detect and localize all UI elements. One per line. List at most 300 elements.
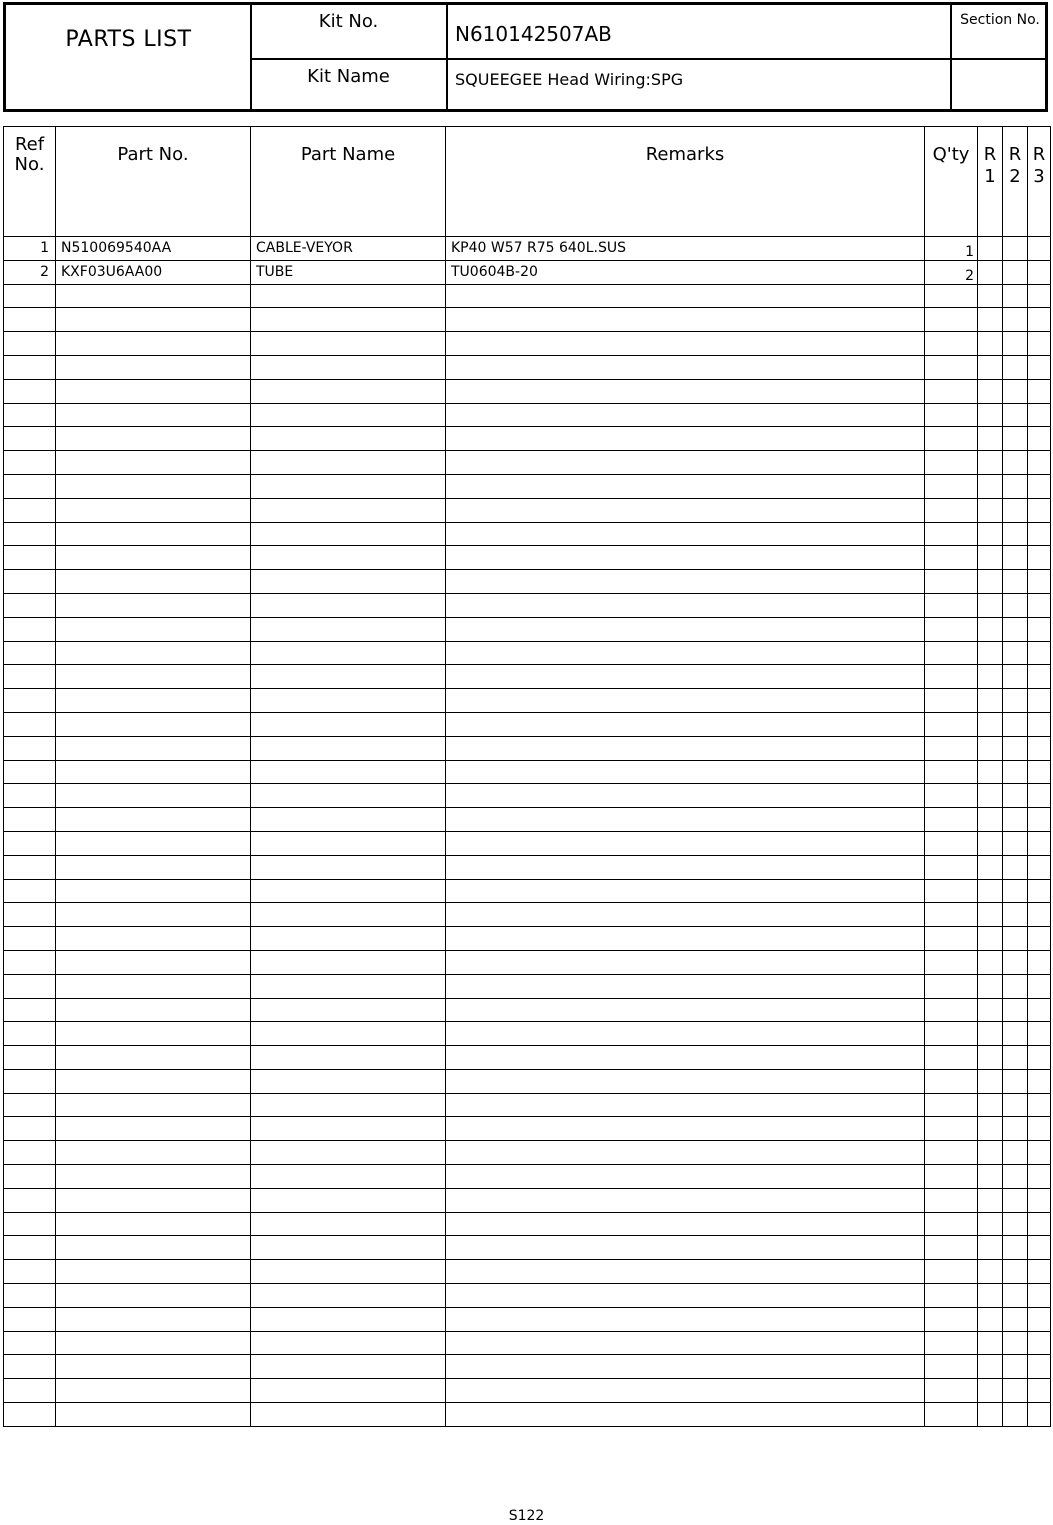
cell-r1 — [978, 237, 1003, 261]
table-row — [4, 451, 1051, 475]
cell-ref-no — [4, 1069, 56, 1093]
cell-qty — [925, 1069, 978, 1093]
cell-ref-no — [4, 474, 56, 498]
cell-qty — [925, 570, 978, 594]
cell-ref-no — [4, 451, 56, 475]
cell-ref-no — [4, 665, 56, 689]
cell-remarks — [446, 1236, 925, 1260]
cell-remarks — [446, 1022, 925, 1046]
cell-r1 — [978, 593, 1003, 617]
cell-r2 — [1003, 665, 1028, 689]
cell-qty — [925, 808, 978, 832]
cell-r1 — [978, 546, 1003, 570]
cell-r3 — [1028, 855, 1051, 879]
cell-part-no — [56, 1046, 251, 1070]
cell-r2 — [1003, 284, 1028, 308]
cell-ref-no — [4, 1379, 56, 1403]
col-header-r3-a: R — [1032, 144, 1046, 165]
cell-part-name — [251, 927, 446, 951]
col-header-r2 — [1003, 127, 1028, 237]
cell-part-name — [251, 1069, 446, 1093]
cell-r1 — [978, 617, 1003, 641]
cell-qty — [925, 712, 978, 736]
cell-qty — [925, 665, 978, 689]
cell-part-name — [251, 570, 446, 594]
cell-remarks — [446, 831, 925, 855]
table-row — [4, 950, 1051, 974]
cell-r1 — [978, 689, 1003, 713]
cell-remarks — [446, 355, 925, 379]
cell-remarks — [446, 998, 925, 1022]
cell-part-no — [56, 1141, 251, 1165]
cell-r3 — [1028, 736, 1051, 760]
cell-qty — [925, 593, 978, 617]
cell-part-name — [251, 1165, 446, 1189]
cell-qty — [925, 1307, 978, 1331]
cell-r3 — [1028, 403, 1051, 427]
table-row — [4, 927, 1051, 951]
page-title: PARTS LIST — [65, 27, 192, 52]
cell-part-no — [56, 403, 251, 427]
cell-ref-no — [4, 1046, 56, 1070]
cell-r3 — [1028, 570, 1051, 594]
cell-part-no: KXF03U6AA00 — [56, 260, 251, 284]
cell-remarks — [446, 379, 925, 403]
table-row — [4, 284, 1051, 308]
cell-r3 — [1028, 1141, 1051, 1165]
cell-r2 — [1003, 427, 1028, 451]
cell-part-no — [56, 570, 251, 594]
cell-r1 — [978, 498, 1003, 522]
cell-part-name — [251, 784, 446, 808]
cell-ref-no — [4, 1141, 56, 1165]
table-row — [4, 1141, 1051, 1165]
cell-qty — [925, 1379, 978, 1403]
cell-part-no — [56, 308, 251, 332]
cell-r3 — [1028, 808, 1051, 832]
cell-part-no — [56, 1212, 251, 1236]
cell-remarks — [446, 474, 925, 498]
cell-r2 — [1003, 593, 1028, 617]
cell-part-no — [56, 665, 251, 689]
cell-part-name — [251, 308, 446, 332]
cell-r2 — [1003, 498, 1028, 522]
cell-part-no — [56, 831, 251, 855]
cell-r1 — [978, 403, 1003, 427]
cell-r3 — [1028, 522, 1051, 546]
cell-qty — [925, 427, 978, 451]
cell-part-no — [56, 427, 251, 451]
cell-part-name — [251, 903, 446, 927]
cell-qty — [925, 784, 978, 808]
cell-r2 — [1003, 1141, 1028, 1165]
cell-remarks — [446, 784, 925, 808]
table-row — [4, 1236, 1051, 1260]
col-header-r2-a: R — [1008, 144, 1022, 165]
cell-qty — [925, 1022, 978, 1046]
table-row — [4, 1260, 1051, 1284]
cell-qty — [925, 879, 978, 903]
col-header-ref-line1: Ref — [14, 134, 45, 155]
cell-remarks — [446, 760, 925, 784]
cell-r1 — [978, 1093, 1003, 1117]
table-row — [4, 522, 1051, 546]
cell-part-no — [56, 522, 251, 546]
cell-remarks — [446, 1069, 925, 1093]
cell-remarks — [446, 1141, 925, 1165]
cell-remarks — [446, 689, 925, 713]
cell-part-no — [56, 927, 251, 951]
cell-r1 — [978, 641, 1003, 665]
cell-qty — [925, 1141, 978, 1165]
cell-part-no — [56, 1069, 251, 1093]
cell-part-name — [251, 1284, 446, 1308]
cell-r3 — [1028, 974, 1051, 998]
cell-r2 — [1003, 689, 1028, 713]
cell-part-name — [251, 712, 446, 736]
cell-part-name — [251, 427, 446, 451]
cell-remarks: TU0604B-20 — [446, 260, 925, 284]
cell-qty — [925, 332, 978, 356]
cell-ref-no — [4, 689, 56, 713]
cell-part-no — [56, 974, 251, 998]
cell-r1 — [978, 903, 1003, 927]
cell-qty — [925, 617, 978, 641]
cell-part-no — [56, 1093, 251, 1117]
cell-qty — [925, 451, 978, 475]
cell-part-no — [56, 1188, 251, 1212]
page-number: S122 — [508, 1508, 545, 1524]
cell-part-no — [56, 498, 251, 522]
table-row — [4, 641, 1051, 665]
cell-ref-no — [4, 712, 56, 736]
table-row — [4, 879, 1051, 903]
cell-r1 — [978, 855, 1003, 879]
cell-remarks — [446, 712, 925, 736]
table-row — [4, 379, 1051, 403]
cell-r2 — [1003, 1284, 1028, 1308]
cell-remarks — [446, 522, 925, 546]
cell-part-name — [251, 855, 446, 879]
table-row — [4, 1212, 1051, 1236]
col-header-ref-line2: No. — [14, 154, 45, 175]
cell-qty — [925, 1403, 978, 1427]
cell-r2 — [1003, 237, 1028, 261]
cell-remarks — [446, 570, 925, 594]
cell-part-name — [251, 617, 446, 641]
cell-remarks — [446, 308, 925, 332]
cell-r2 — [1003, 808, 1028, 832]
cell-part-name — [251, 1046, 446, 1070]
section-no-label: Section No. — [960, 12, 1040, 28]
cell-remarks — [446, 903, 925, 927]
cell-qty — [925, 1260, 978, 1284]
cell-qty — [925, 641, 978, 665]
cell-r2 — [1003, 1331, 1028, 1355]
cell-r2 — [1003, 355, 1028, 379]
table-row — [4, 831, 1051, 855]
table-row — [4, 260, 1051, 284]
cell-r3 — [1028, 451, 1051, 475]
cell-r3 — [1028, 950, 1051, 974]
cell-r1 — [978, 784, 1003, 808]
table-row — [4, 665, 1051, 689]
table-row — [4, 1284, 1051, 1308]
cell-qty: 2 — [925, 260, 978, 284]
cell-part-name — [251, 1379, 446, 1403]
table-row — [4, 308, 1051, 332]
table-row — [4, 1331, 1051, 1355]
cell-qty — [925, 355, 978, 379]
cell-ref-no — [4, 1331, 56, 1355]
cell-part-name — [251, 950, 446, 974]
cell-r2 — [1003, 998, 1028, 1022]
cell-r2 — [1003, 879, 1028, 903]
table-row — [4, 1355, 1051, 1379]
cell-part-name — [251, 1355, 446, 1379]
cell-r1 — [978, 1117, 1003, 1141]
cell-part-name — [251, 808, 446, 832]
cell-remarks: KP40 W57 R75 640L.SUS — [446, 237, 925, 261]
cell-part-name — [251, 736, 446, 760]
cell-r1 — [978, 1379, 1003, 1403]
cell-r3 — [1028, 831, 1051, 855]
cell-r2 — [1003, 332, 1028, 356]
col-header-part-name: Part Name — [251, 127, 446, 237]
cell-r2 — [1003, 522, 1028, 546]
cell-ref-no — [4, 1117, 56, 1141]
cell-ref-no — [4, 974, 56, 998]
cell-r2 — [1003, 451, 1028, 475]
cell-part-name — [251, 355, 446, 379]
table-row — [4, 593, 1051, 617]
cell-r1 — [978, 712, 1003, 736]
cell-r2 — [1003, 617, 1028, 641]
cell-r3 — [1028, 1355, 1051, 1379]
cell-part-name — [251, 831, 446, 855]
cell-r2 — [1003, 546, 1028, 570]
cell-r1 — [978, 1284, 1003, 1308]
cell-remarks — [446, 284, 925, 308]
cell-part-no — [56, 1117, 251, 1141]
cell-r2 — [1003, 308, 1028, 332]
cell-r2 — [1003, 736, 1028, 760]
cell-qty — [925, 689, 978, 713]
cell-r3 — [1028, 689, 1051, 713]
col-header-part-no: Part No. — [56, 127, 251, 237]
cell-r1 — [978, 451, 1003, 475]
cell-part-name: TUBE — [251, 260, 446, 284]
cell-part-name — [251, 498, 446, 522]
cell-ref-no — [4, 1093, 56, 1117]
cell-remarks — [446, 1188, 925, 1212]
cell-part-no — [56, 1403, 251, 1427]
cell-r1 — [978, 570, 1003, 594]
cell-r1 — [978, 332, 1003, 356]
cell-r1 — [978, 355, 1003, 379]
cell-qty — [925, 1117, 978, 1141]
kit-name-label: Kit Name — [307, 66, 390, 87]
table-row — [4, 570, 1051, 594]
table-row — [4, 1046, 1051, 1070]
cell-r3 — [1028, 784, 1051, 808]
cell-r2 — [1003, 1117, 1028, 1141]
cell-r2 — [1003, 1236, 1028, 1260]
cell-remarks — [446, 665, 925, 689]
cell-remarks — [446, 332, 925, 356]
cell-r1 — [978, 1307, 1003, 1331]
cell-ref-no — [4, 641, 56, 665]
cell-r3 — [1028, 237, 1051, 261]
cell-ref-no — [4, 593, 56, 617]
cell-qty — [925, 831, 978, 855]
cell-part-no — [56, 546, 251, 570]
cell-r3 — [1028, 593, 1051, 617]
cell-part-no: N510069540AA — [56, 237, 251, 261]
cell-part-name — [251, 1403, 446, 1427]
cell-ref-no: 1 — [4, 237, 56, 261]
cell-r2 — [1003, 927, 1028, 951]
table-row — [4, 760, 1051, 784]
cell-part-no — [56, 689, 251, 713]
table-row — [4, 427, 1051, 451]
cell-qty — [925, 736, 978, 760]
cell-ref-no — [4, 1236, 56, 1260]
cell-r2 — [1003, 1212, 1028, 1236]
cell-r2 — [1003, 1260, 1028, 1284]
cell-r3 — [1028, 903, 1051, 927]
cell-remarks — [446, 593, 925, 617]
cell-part-no — [56, 1236, 251, 1260]
cell-r3 — [1028, 546, 1051, 570]
cell-r2 — [1003, 570, 1028, 594]
cell-remarks — [446, 1165, 925, 1189]
cell-qty: 1 — [925, 237, 978, 261]
cell-r2 — [1003, 950, 1028, 974]
cell-part-no — [56, 379, 251, 403]
cell-ref-no — [4, 1212, 56, 1236]
cell-ref-no — [4, 284, 56, 308]
col-header-r1-a: R — [983, 144, 997, 165]
cell-remarks — [446, 1403, 925, 1427]
cell-qty — [925, 998, 978, 1022]
table-row — [4, 1022, 1051, 1046]
cell-ref-no — [4, 784, 56, 808]
cell-part-name — [251, 1117, 446, 1141]
cell-ref-no — [4, 498, 56, 522]
table-row — [4, 474, 1051, 498]
cell-r3 — [1028, 927, 1051, 951]
cell-r2 — [1003, 1165, 1028, 1189]
cell-remarks — [446, 950, 925, 974]
cell-qty — [925, 308, 978, 332]
cell-r2 — [1003, 379, 1028, 403]
cell-r1 — [978, 1236, 1003, 1260]
cell-r3 — [1028, 1188, 1051, 1212]
cell-part-no — [56, 474, 251, 498]
cell-r3 — [1028, 879, 1051, 903]
cell-r3 — [1028, 1117, 1051, 1141]
cell-ref-no — [4, 308, 56, 332]
cell-qty — [925, 1284, 978, 1308]
cell-ref-no — [4, 1260, 56, 1284]
cell-r3 — [1028, 641, 1051, 665]
cell-r3 — [1028, 1260, 1051, 1284]
cell-part-name — [251, 689, 446, 713]
cell-r2 — [1003, 1307, 1028, 1331]
cell-ref-no — [4, 998, 56, 1022]
cell-r2 — [1003, 1022, 1028, 1046]
cell-remarks — [446, 1117, 925, 1141]
cell-part-name — [251, 1093, 446, 1117]
cell-r1 — [978, 1212, 1003, 1236]
cell-remarks — [446, 1379, 925, 1403]
cell-part-name — [251, 284, 446, 308]
col-header-ref-no — [4, 127, 56, 237]
cell-part-no — [56, 332, 251, 356]
cell-part-name — [251, 1022, 446, 1046]
cell-remarks — [446, 498, 925, 522]
cell-r1 — [978, 474, 1003, 498]
table-row — [4, 736, 1051, 760]
cell-r3 — [1028, 308, 1051, 332]
cell-r2 — [1003, 712, 1028, 736]
table-row — [4, 1379, 1051, 1403]
cell-ref-no: 2 — [4, 260, 56, 284]
cell-part-name — [251, 522, 446, 546]
cell-ref-no — [4, 1307, 56, 1331]
cell-qty — [925, 546, 978, 570]
cell-qty — [925, 1236, 978, 1260]
cell-part-no — [56, 998, 251, 1022]
cell-qty — [925, 950, 978, 974]
cell-part-no — [56, 617, 251, 641]
cell-r1 — [978, 284, 1003, 308]
table-row — [4, 546, 1051, 570]
cell-qty — [925, 1046, 978, 1070]
table-row — [4, 498, 1051, 522]
cell-ref-no — [4, 1284, 56, 1308]
col-header-r2-b: 2 — [1009, 166, 1021, 187]
cell-remarks — [446, 1331, 925, 1355]
cell-r2 — [1003, 784, 1028, 808]
cell-part-no — [56, 903, 251, 927]
cell-part-no — [56, 879, 251, 903]
cell-remarks — [446, 546, 925, 570]
cell-part-no — [56, 808, 251, 832]
cell-part-name — [251, 1331, 446, 1355]
cell-r1 — [978, 736, 1003, 760]
cell-remarks — [446, 427, 925, 451]
cell-remarks — [446, 1260, 925, 1284]
cell-r2 — [1003, 641, 1028, 665]
table-row — [4, 903, 1051, 927]
cell-r2 — [1003, 1403, 1028, 1427]
header-divider — [446, 5, 448, 109]
kit-no-value: N610142507AB — [455, 22, 612, 46]
cell-part-no — [56, 451, 251, 475]
cell-part-name — [251, 998, 446, 1022]
cell-r1 — [978, 879, 1003, 903]
cell-r3 — [1028, 1379, 1051, 1403]
cell-remarks — [446, 808, 925, 832]
cell-qty — [925, 284, 978, 308]
cell-qty — [925, 474, 978, 498]
cell-r1 — [978, 760, 1003, 784]
cell-remarks — [446, 1046, 925, 1070]
table-row — [4, 1069, 1051, 1093]
cell-ref-no — [4, 522, 56, 546]
